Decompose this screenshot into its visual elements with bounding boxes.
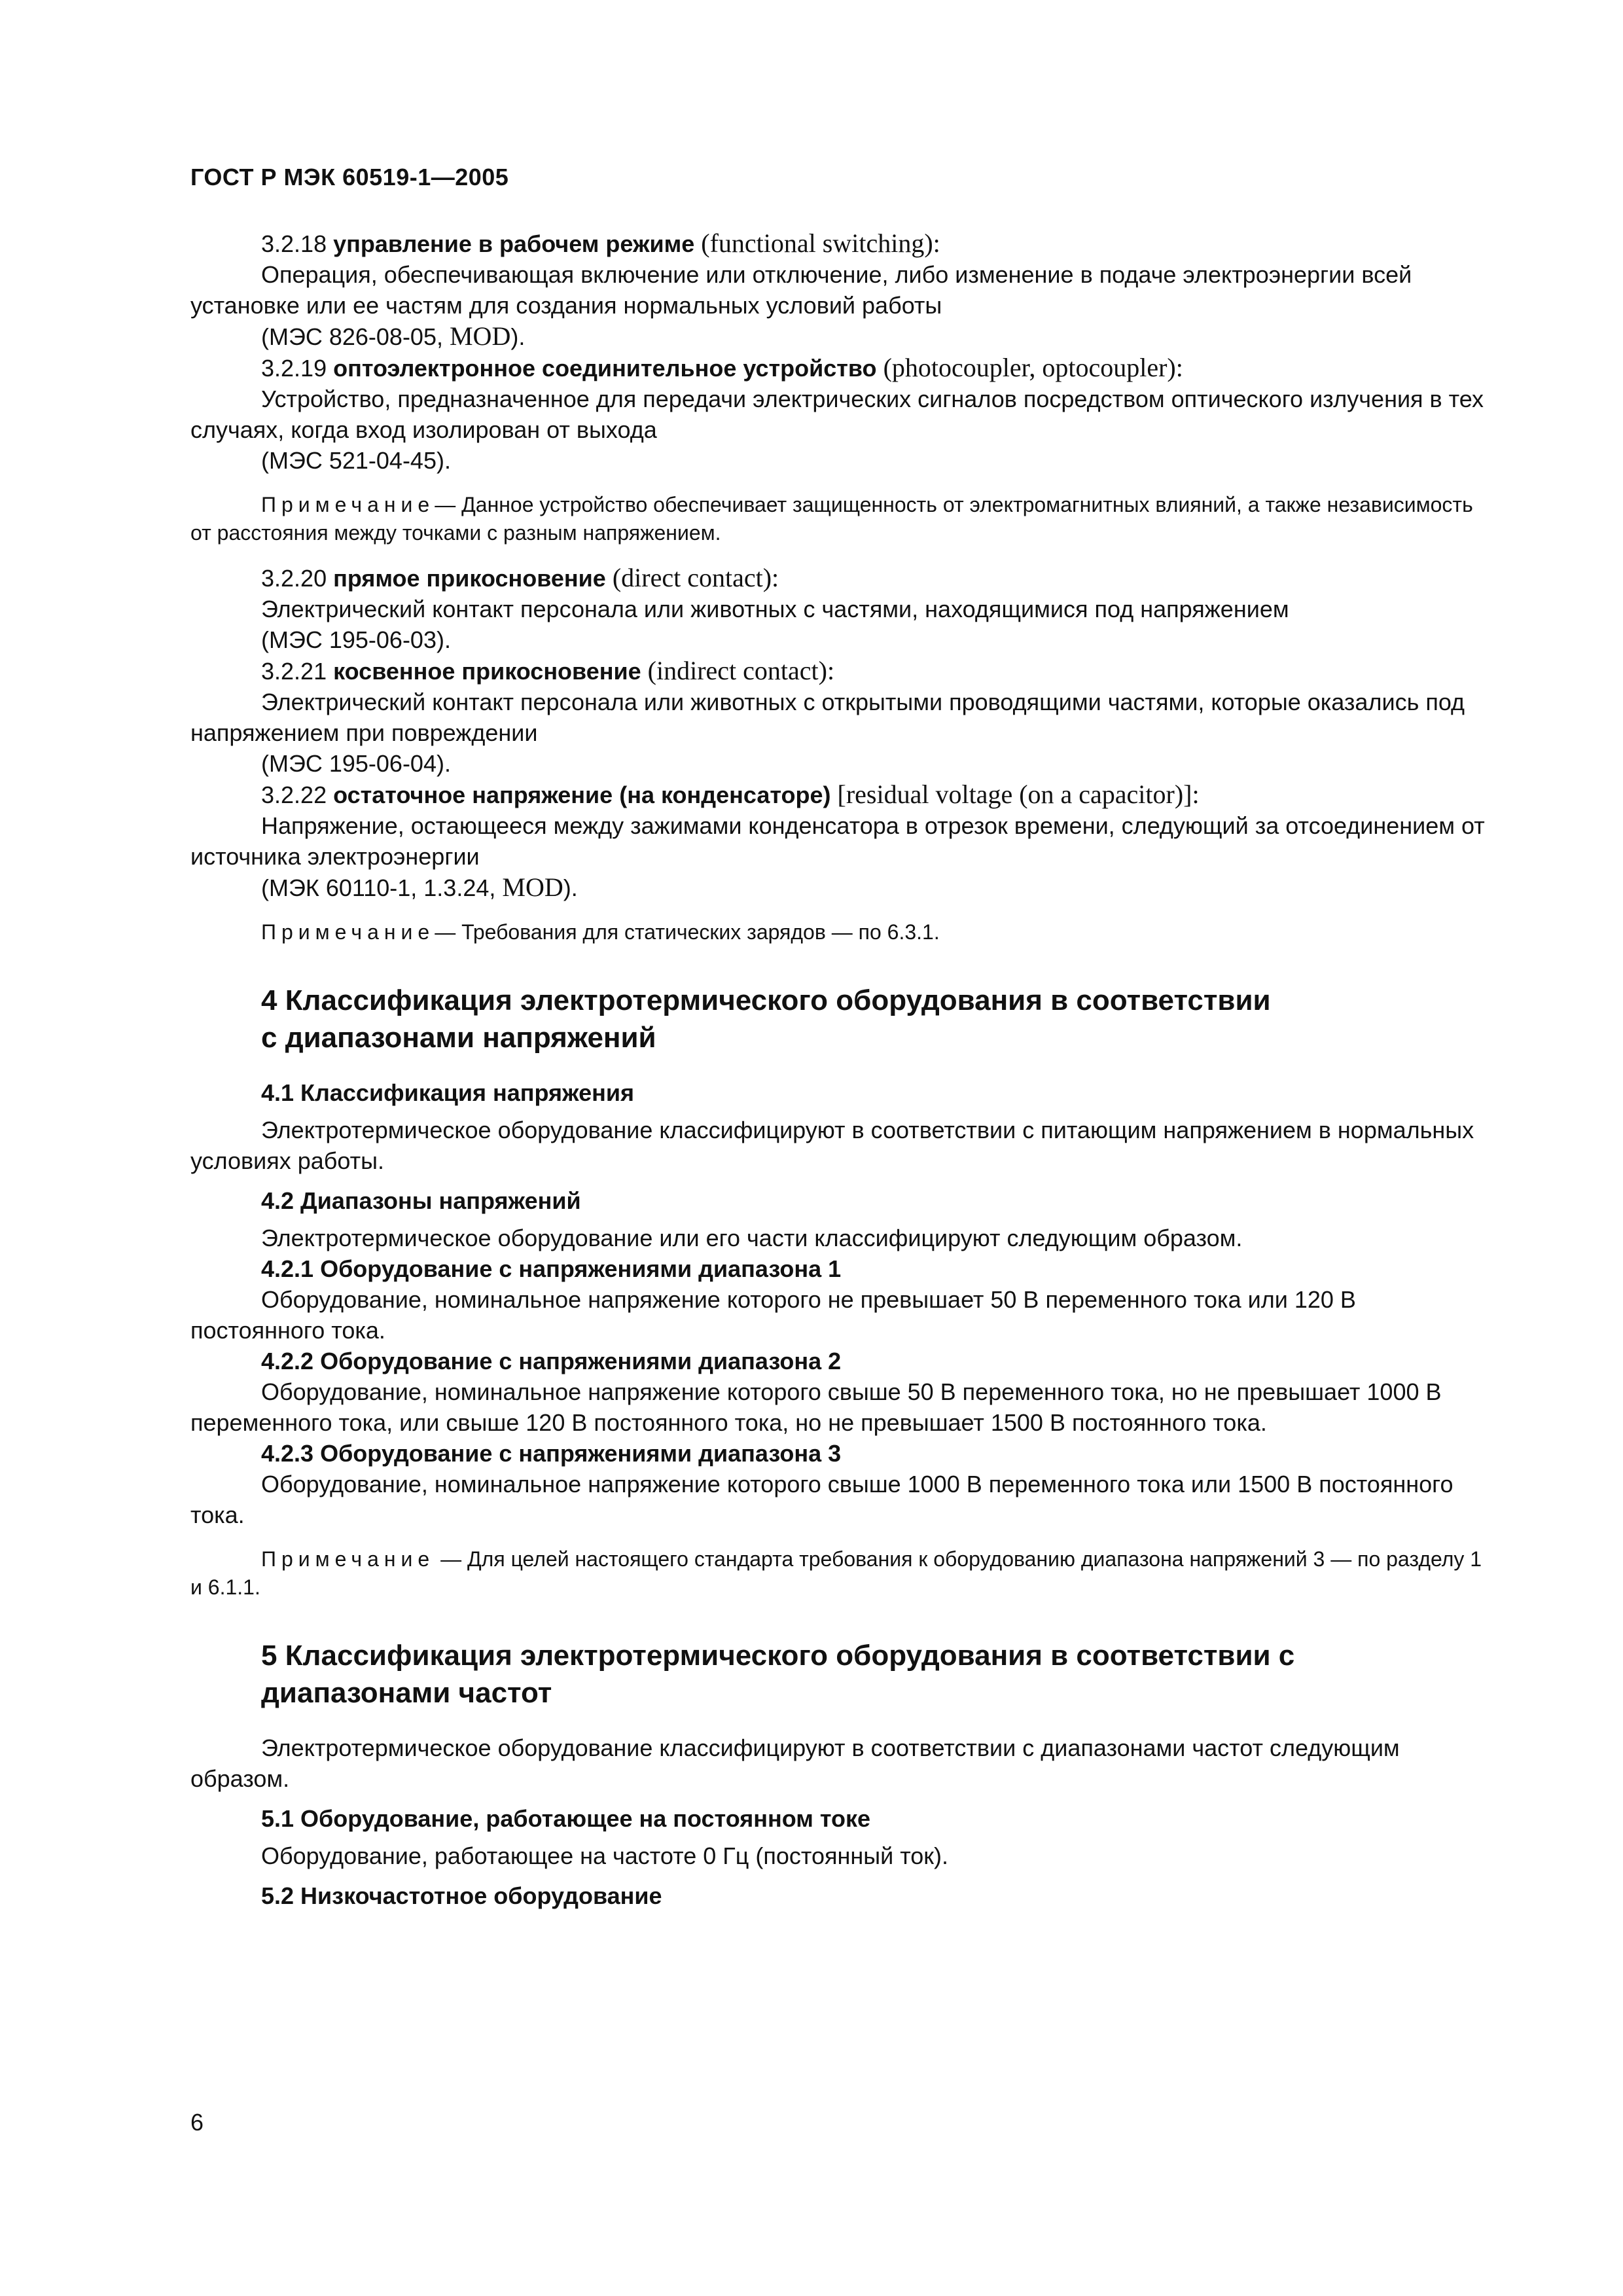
page-number: 6 <box>190 2109 204 2136</box>
definition-english-term: (photocoupler, optocoupler): <box>883 353 1183 382</box>
note-label: Примечание <box>261 493 435 516</box>
definition-text: Напряжение, остающееся между зажимами конденсатора в отрезок времени, следующий за отсоединением от источника электроэнергии <box>190 812 1485 870</box>
subsection-4-2-3-title: 4.2.3 Оборудование с напряжениями диапазона 3 <box>261 1440 842 1467</box>
subsection-4-2-1-text: Оборудование, номинальное напряжение которого не превышает 50 В переменного тока или 120 В постоянного тока. <box>190 1286 1356 1344</box>
note <box>190 491 1497 547</box>
definition-number: 3.2.20 <box>261 565 327 592</box>
subsection-4-2-1-title: 4.2.1 Оборудование с напряжениями диапазона 1 <box>261 1255 842 1282</box>
definition-term: косвенное прикосновение <box>333 658 641 685</box>
section-5-heading: 5 Классификация электротермического оборудования в соответствии с диапазонами частот <box>261 1640 1295 1709</box>
note-text: — Для целей настоящего стандарта требования к оборудованию диапазона напряжений 3 — по разделу 1 и 6.1.1. <box>190 1547 1482 1599</box>
subsection-4-2-3-text: Оборудование, номинальное напряжение которого свыше 1000 В переменного тока или 1500 В постоянного тока. <box>190 1471 1454 1528</box>
subsection-4-2-title: 4.2 Диапазоны напряжений <box>261 1187 581 1214</box>
note <box>190 1545 1497 1602</box>
definition-term: прямое прикосновение <box>333 565 606 592</box>
note-label: Примечание <box>261 1547 435 1571</box>
definition-reference: (МЭС 826-08-05, MOD). <box>261 321 526 351</box>
definition-reference: (МЭС 195-06-03). <box>261 626 451 653</box>
definition-reference: (МЭС 195-06-04). <box>261 750 451 777</box>
definition-3-2-21 <box>190 655 1497 687</box>
definition-reference: (МЭК 60110-1, 1.3.24, MOD). <box>261 872 578 902</box>
subsection-4-2-text: Электротермическое оборудование или его части классифицируют следующим образом. <box>261 1225 1243 1251</box>
page-content <box>190 228 1497 1918</box>
definition-3-2-19 <box>190 352 1497 384</box>
definition-3-2-22 <box>190 779 1497 810</box>
definition-reference: (МЭС 521-04-45). <box>261 447 451 474</box>
definition-text: Электрический контакт персонала или животных с частями, находящимися под напряжением <box>261 596 1289 622</box>
definition-number: 3.2.22 <box>261 781 327 808</box>
definition-3-2-20 <box>190 562 1497 594</box>
subsection-4-1-text: Электротермическое оборудование классифицируют в соответствии с питающим напряжением в нормальных условиях работы. <box>190 1117 1474 1174</box>
definition-text: Устройство, предназначенное для передачи электрических сигналов посредством оптического излучения в тех случаях, когда вход изолирован от выхода <box>190 386 1484 443</box>
definition-number: 3.2.21 <box>261 658 327 685</box>
definition-term: оптоэлектронное соединительное устройство <box>333 355 877 382</box>
definition-english-term: (direct contact): <box>612 563 779 592</box>
definition-english-term: (functional switching): <box>701 228 940 258</box>
definition-term: остаточное напряжение (на конденсаторе) <box>333 781 831 808</box>
definition-term: управление в рабочем режиме <box>333 230 695 257</box>
definition-number: 3.2.19 <box>261 355 327 382</box>
subsection-5-2-title: 5.2 Низкочастотное оборудование <box>261 1882 662 1909</box>
subsection-4-2-2-title: 4.2.2 Оборудование с напряжениями диапазона 2 <box>261 1348 842 1374</box>
definition-english-term: (indirect contact): <box>647 656 835 685</box>
definition-text: Операция, обеспечивающая включение или отключение, либо изменение в подаче электроэнергии всей установке или ее частям для создания нормальных условий работы <box>190 261 1412 319</box>
section-4-heading: 4 Классификация электротермического оборудования в соответствии с диапазонами напряжений <box>261 984 1271 1054</box>
subsection-4-1-title: 4.1 Классификация напряжения <box>261 1079 635 1106</box>
subsection-4-2-2-text: Оборудование, номинальное напряжение которого свыше 50 В переменного тока, но не превышает 1000 В переменного тока, или свыше 120 В постоянного тока, но не превышает 1500 В постоянного тока. <box>190 1378 1442 1436</box>
definition-english-term: [residual voltage (on a capacitor)]: <box>837 780 1200 809</box>
definition-number: 3.2.18 <box>261 230 327 257</box>
note-text: — Требования для статических зарядов — по 6.3.1. <box>435 920 940 944</box>
subsection-5-1-title: 5.1 Оборудование, работающее на постоянном токе <box>261 1805 871 1832</box>
document-header: ГОСТ Р МЭК 60519-1—2005 <box>190 164 509 190</box>
note-text: — Данное устройство обеспечивает защищенность от электромагнитных влияний, а также независимость от расстояния между точками с разным напряжением. <box>190 493 1473 545</box>
section-5-intro: Электротермическое оборудование классифицируют в соответствии с диапазонами частот следующим образом. <box>190 1734 1400 1792</box>
subsection-5-1-text: Оборудование, работающее на частоте 0 Гц (постоянный ток). <box>261 1842 949 1869</box>
definition-3-2-18 <box>190 228 1497 259</box>
definition-text: Электрический контакт персонала или животных с открытыми проводящими частями, которые оказались под напряжением при повреждении <box>190 689 1465 746</box>
note-label: Примечание <box>261 920 435 944</box>
note <box>190 918 1497 946</box>
